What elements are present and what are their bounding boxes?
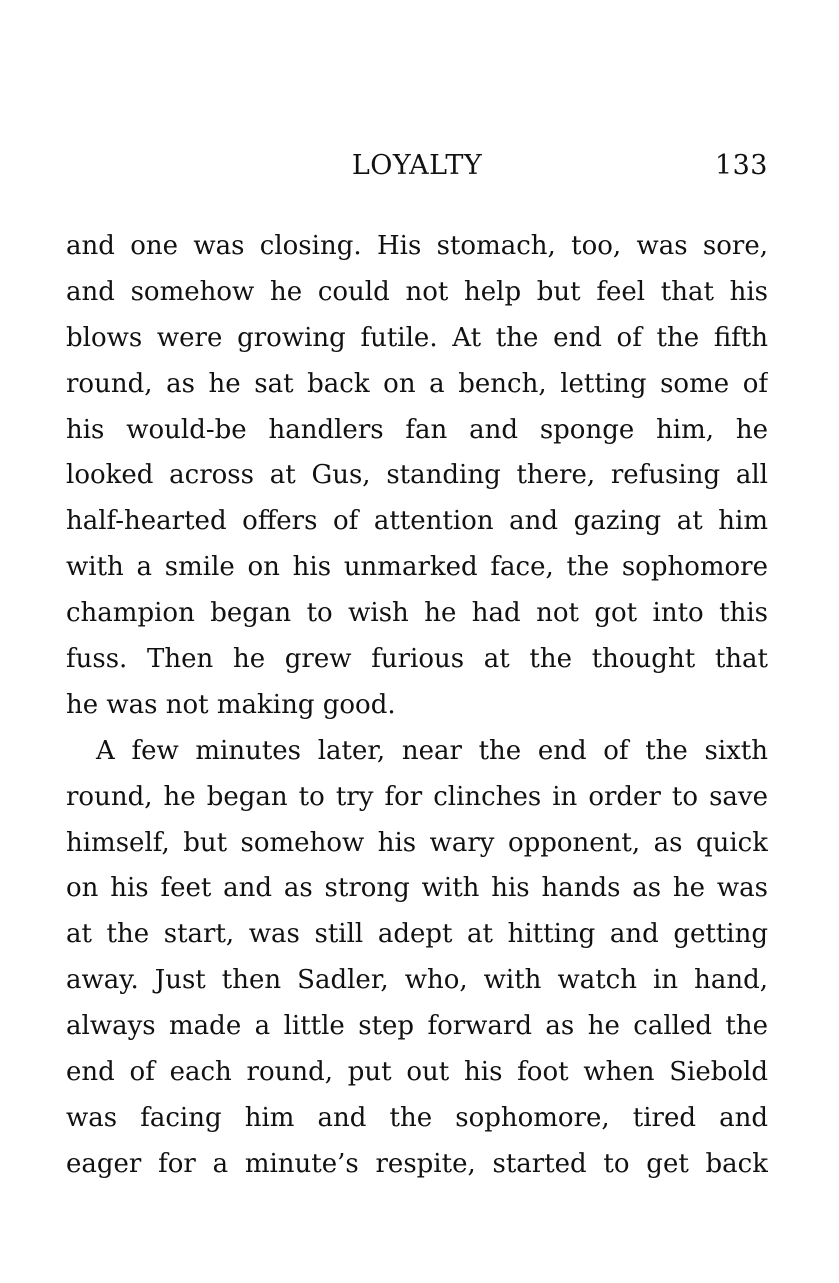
- text-line: fuss. Then he grew furious at the thought that: [66, 644, 768, 675]
- text-line: round, as he sat back on a bench, letting some of: [66, 368, 768, 399]
- body-text: [66, 224, 768, 1188]
- paragraph-first-line: A few minutes later, near the end of the sixth: [96, 735, 768, 766]
- running-head: [66, 150, 768, 190]
- text-line: and somehow he could not help but feel that his: [66, 276, 768, 307]
- text-line: always made a little step forward as he called the: [66, 1011, 768, 1042]
- chapter-title: LOYALTY: [351, 150, 483, 181]
- text-line: champion began to wish he had not got into this: [66, 598, 768, 629]
- text-line: looked across at Gus, standing there, refusing all: [66, 460, 768, 491]
- text-line: round, he began to try for clinches in order to save: [66, 781, 768, 812]
- text-line: his would-be handlers fan and sponge him, he: [66, 414, 768, 445]
- text-line: and one was closing. His stomach, too, was sore,: [66, 231, 768, 261]
- text-line: eager for a minute’s respite, started to get back: [66, 1148, 768, 1179]
- text-line: was facing him and the sophomore, tired and: [66, 1102, 768, 1133]
- text-line: end of each round, put out his foot when Siebold: [66, 1057, 768, 1088]
- paragraph-last-line: he was not making good.: [66, 689, 396, 720]
- text-line: on his feet and as strong with his hands as he was: [66, 873, 768, 904]
- text-line: with a smile on his unmarked face, the sophomore: [66, 552, 768, 583]
- text-line: at the start, was still adept at hitting and getting: [66, 919, 768, 950]
- page-number: 133: [714, 150, 768, 181]
- text-line: away. Just then Sadler, who, with watch in hand,: [66, 965, 768, 996]
- text-line: blows were growing futile. At the end of the fifth: [66, 322, 768, 353]
- text-line: half-hearted offers of attention and gazing at him: [66, 506, 768, 537]
- text-line: himself, but somehow his wary opponent, as quick: [66, 827, 768, 858]
